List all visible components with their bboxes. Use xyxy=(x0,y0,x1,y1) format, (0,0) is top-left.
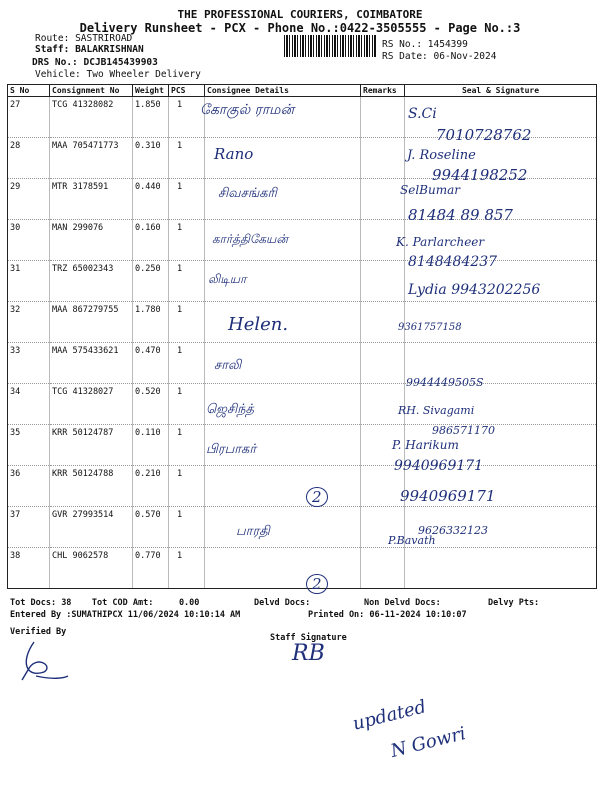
seal-handwriting: SelBumar xyxy=(400,183,460,197)
cell-weight: 0.250 xyxy=(133,261,169,302)
phone-handwriting: 81484 89 857 xyxy=(408,206,513,224)
cell-consignee xyxy=(205,466,361,507)
verified-by-label: Verified By xyxy=(10,627,67,637)
col-remarks: Remarks xyxy=(361,85,405,97)
table-row xyxy=(8,384,597,425)
cell-weight: 1.780 xyxy=(133,302,169,343)
cell-pcs: 1 xyxy=(169,302,205,343)
cell-pcs: 1 xyxy=(169,507,205,548)
table-row xyxy=(8,220,597,261)
drs-line xyxy=(32,57,158,68)
table-row xyxy=(8,425,597,466)
col-consignment: Consignment No xyxy=(50,85,133,97)
cell-consignment: CHL 9062578 xyxy=(50,548,133,589)
consignee-handwriting: லிடியா xyxy=(208,272,247,286)
drs-value: DCJB145439903 xyxy=(83,57,158,68)
cell-weight: 0.110 xyxy=(133,425,169,466)
note-updated: updated xyxy=(350,696,429,735)
seal-handwriting: 9940969171 xyxy=(400,487,496,505)
rs-date-label: RS Date: xyxy=(382,51,428,62)
cell-consignment: MAA 705471773 xyxy=(50,138,133,179)
cell-pcs: 1 xyxy=(169,220,205,261)
cell-sno: 27 xyxy=(8,97,50,138)
phone-handwriting: 9944198252 xyxy=(432,166,528,184)
table-row xyxy=(8,302,597,343)
consignee-handwriting: கார்த்திகேயன் xyxy=(212,232,288,246)
company-title: THE PROFESSIONAL COURIERS, COIMBATORE xyxy=(177,8,423,21)
cell-sno: 31 xyxy=(8,261,50,302)
rs-no-line xyxy=(382,39,468,50)
cell-pcs: 1 xyxy=(169,548,205,589)
cell-consignment: MAA 867279755 xyxy=(50,302,133,343)
cell-remarks xyxy=(361,138,405,179)
cell-consignment: GVR 27993514 xyxy=(50,507,133,548)
seal-handwriting: J. Roseline xyxy=(407,148,476,163)
drs-label: DRS No.: xyxy=(32,57,78,68)
totals-line xyxy=(10,598,199,608)
route-line xyxy=(35,33,132,44)
col-seal-signature: Seal & Signature xyxy=(405,85,597,97)
staff-signature-hand: RB xyxy=(292,641,325,666)
cell-pcs: 1 xyxy=(169,179,205,220)
cell-weight: 0.160 xyxy=(133,220,169,261)
rs-no-value: 1454399 xyxy=(427,39,468,50)
cell-weight: 0.440 xyxy=(133,179,169,220)
cell-consignment: MAN 299076 xyxy=(50,220,133,261)
table-row xyxy=(8,507,597,548)
consignee-handwriting: பாரதி xyxy=(236,524,270,539)
rs-date-value: 06-Nov-2024 xyxy=(433,51,497,62)
seal-handwriting: Lydia 9943202256 xyxy=(408,282,541,298)
cell-sno: 30 xyxy=(8,220,50,261)
tot-docs-label: Tot Docs: xyxy=(10,598,57,608)
table-header-row xyxy=(8,85,597,97)
consignee-handwriting: கோகுல் ராமன் xyxy=(200,102,295,118)
cell-sno: 36 xyxy=(8,466,50,507)
table-row xyxy=(8,343,597,384)
cell-weight: 0.570 xyxy=(133,507,169,548)
consignee-handwriting: பிரபாகர் xyxy=(206,442,257,457)
verified-signature xyxy=(14,636,74,684)
seal-handwriting: RH. Sivagami xyxy=(398,404,475,417)
delvy-pts-label: Delvy Pts: xyxy=(488,598,540,608)
cell-remarks xyxy=(361,343,405,384)
col-consignee: Consignee Details xyxy=(205,85,361,97)
cell-consignment: TCG 41328027 xyxy=(50,384,133,425)
cell-consignee xyxy=(205,548,361,589)
cell-consignment: KRR 50124788 xyxy=(50,466,133,507)
seal-handwriting: 9944449505S xyxy=(406,376,484,389)
staff-signature-label: Staff Signature xyxy=(270,633,347,643)
seal-handwriting: P.Bavath xyxy=(388,534,436,547)
tot-docs-value: 38 xyxy=(61,598,72,608)
cell-sno: 28 xyxy=(8,138,50,179)
cell-consignment: TCG 41328082 xyxy=(50,97,133,138)
col-sno: S No xyxy=(8,85,50,97)
rs-no-label: RS No.: xyxy=(382,39,423,50)
cell-sno: 37 xyxy=(8,507,50,548)
cell-pcs: 1 xyxy=(169,466,205,507)
table-row xyxy=(8,466,597,507)
cell-pcs: 1 xyxy=(169,138,205,179)
tot-cod-label: Tot COD Amt: xyxy=(91,598,154,608)
seal-handwriting: S.Ci xyxy=(408,106,437,122)
cell-weight: 0.770 xyxy=(133,548,169,589)
cell-pcs: 1 xyxy=(169,384,205,425)
phone-handwriting: 986571170 xyxy=(432,424,495,437)
cell-sno: 33 xyxy=(8,343,50,384)
cell-pcs: 1 xyxy=(169,97,205,138)
phone-handwriting: 8148484237 xyxy=(408,254,498,270)
consignee-handwriting: Rano xyxy=(214,145,254,163)
cell-sno: 34 xyxy=(8,384,50,425)
consignee-handwriting: Helen. xyxy=(228,314,289,335)
cell-consignment: KRR 50124787 xyxy=(50,425,133,466)
cell-consignment: MTR 3178591 xyxy=(50,179,133,220)
table-row xyxy=(8,548,597,589)
route-value: SASTRIROAD xyxy=(75,33,133,44)
staff-label: Staff: xyxy=(35,44,70,55)
cell-pcs: 1 xyxy=(169,343,205,384)
note-gowri: N Gowri xyxy=(388,723,468,762)
cell-consignee xyxy=(205,507,361,548)
col-pcs: PCS xyxy=(169,85,205,97)
consignee-handwriting: 2 xyxy=(306,487,328,507)
cell-pcs: 1 xyxy=(169,425,205,466)
cell-remarks xyxy=(361,179,405,220)
cell-sno: 29 xyxy=(8,179,50,220)
runsheet-table xyxy=(7,84,597,589)
consignee-handwriting: ஜெசிந்த் xyxy=(206,402,254,417)
barcode xyxy=(284,35,376,57)
cell-remarks xyxy=(361,261,405,302)
cell-weight: 0.310 xyxy=(133,138,169,179)
consignee-handwriting: 2 xyxy=(306,574,328,594)
non-delvd-docs-label: Non Delvd Docs: xyxy=(364,598,441,608)
phone-handwriting: 7010728762 xyxy=(436,126,532,144)
cell-consignment: MAA 575433621 xyxy=(50,343,133,384)
col-weight: Weight xyxy=(133,85,169,97)
consignee-handwriting: சிவசங்கரி xyxy=(218,186,277,201)
cell-sno: 35 xyxy=(8,425,50,466)
vehicle-value: Two Wheeler Delivery xyxy=(86,69,201,80)
printed-on: Printed On: 06-11-2024 10:10:07 xyxy=(308,610,467,620)
cell-remarks xyxy=(361,548,405,589)
cell-weight: 1.850 xyxy=(133,97,169,138)
staff-value: BALAKRISHNAN xyxy=(75,44,144,55)
seal-handwriting: K. Parlarcheer xyxy=(396,235,485,249)
seal-handwriting: 9361757158 xyxy=(398,322,462,333)
cell-weight: 0.470 xyxy=(133,343,169,384)
entered-by: Entered By :SUMATHIPCX 11/06/2024 10:10:14 AM xyxy=(10,610,241,620)
cell-weight: 0.210 xyxy=(133,466,169,507)
cell-consignment: TRZ 65002343 xyxy=(50,261,133,302)
vehicle-line xyxy=(35,69,201,80)
staff-line xyxy=(35,44,144,55)
delvd-docs-label: Delvd Docs: xyxy=(254,598,311,608)
cell-remarks xyxy=(361,97,405,138)
cell-sno: 32 xyxy=(8,302,50,343)
tot-cod-value: 0.00 xyxy=(178,598,200,608)
seal-handwriting: P. Harikum xyxy=(392,438,459,452)
cell-weight: 0.520 xyxy=(133,384,169,425)
route-label: Route: xyxy=(35,33,70,44)
vehicle-label: Vehicle: xyxy=(35,69,81,80)
cell-pcs: 1 xyxy=(169,261,205,302)
phone-handwriting: 9940969171 xyxy=(394,458,484,474)
runsheet-subtitle: Delivery Runsheet - PCX - Phone No.:0422-3505555 - Page No.:3 xyxy=(79,21,521,35)
cell-seal xyxy=(405,548,597,589)
cell-sno: 38 xyxy=(8,548,50,589)
phone-handwriting: 9626332123 xyxy=(418,524,488,537)
rs-date-line xyxy=(382,51,496,62)
consignee-handwriting: சாலி xyxy=(214,358,242,373)
